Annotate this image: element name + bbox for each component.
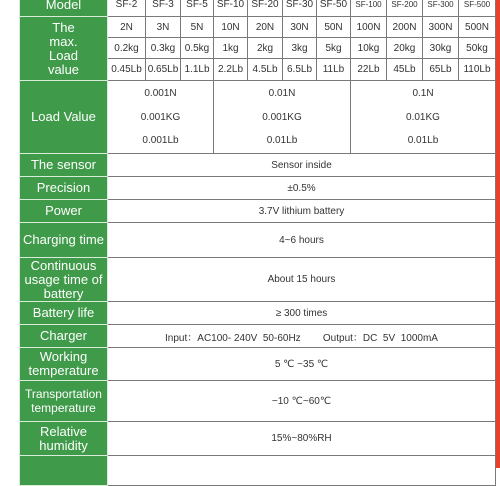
value-cell: 100N bbox=[351, 17, 387, 38]
model-cell: SF-200 bbox=[387, 0, 423, 17]
spec-row-sensor bbox=[20, 154, 496, 177]
row-label: Working temperature bbox=[20, 348, 108, 381]
row-value: Input：AC100- 240V 50-60Hz Output：DC 5V 1000mA bbox=[108, 325, 496, 348]
row-label: Charger bbox=[20, 325, 108, 348]
row-label: Precision bbox=[20, 177, 108, 200]
model-cell: SF-10 bbox=[214, 0, 248, 17]
value-cell: 4.5Lb bbox=[248, 59, 283, 81]
value-cell: 20kg bbox=[387, 38, 423, 59]
spec-row-power bbox=[20, 200, 496, 223]
resolution-cell: 0.1N bbox=[351, 81, 496, 106]
resolution-cell: 0.001N bbox=[108, 81, 214, 106]
resolution-cell: 0.01Lb bbox=[214, 129, 351, 154]
max-load-newton-row bbox=[20, 17, 496, 38]
spec-row-usage-time bbox=[20, 258, 496, 302]
value-cell: 0.45Lb bbox=[108, 59, 146, 81]
row-value: About 15 hours bbox=[108, 258, 496, 302]
row-label: Battery life bbox=[20, 302, 108, 325]
value-cell: 50N bbox=[317, 17, 351, 38]
row-label: Relative humidity bbox=[20, 422, 108, 456]
value-cell: 0.5kg bbox=[181, 38, 214, 59]
spec-row-precision bbox=[20, 177, 496, 200]
row-value: Sensor inside bbox=[108, 154, 496, 177]
row-value: 5 ℃ ~35 ℃ bbox=[108, 348, 496, 381]
row-value: 4~6 hours bbox=[108, 223, 496, 258]
value-cell: 10kg bbox=[351, 38, 387, 59]
value-cell: 2.2Lb bbox=[214, 59, 248, 81]
row-value: 3.7V lithium battery bbox=[108, 200, 496, 223]
spec-row-charging-time bbox=[20, 223, 496, 258]
value-cell: 65Lb bbox=[423, 59, 459, 81]
value-cell: 11Lb bbox=[317, 59, 351, 81]
row-value: 15%~80%RH bbox=[108, 422, 496, 456]
resolution-cell: 0.001Lb bbox=[108, 129, 214, 154]
row-label bbox=[20, 456, 108, 486]
row-value: ≥ 300 times bbox=[108, 302, 496, 325]
resolution-cell: 0.001KG bbox=[108, 106, 214, 129]
resolution-cell: 0.01N bbox=[214, 81, 351, 106]
model-cell: SF-500 bbox=[459, 0, 496, 17]
value-cell: 1.1Lb bbox=[181, 59, 214, 81]
value-cell: 6.5Lb bbox=[283, 59, 317, 81]
model-cell: SF-3 bbox=[146, 0, 181, 17]
value-cell: 300N bbox=[423, 17, 459, 38]
model-cell: SF-30 bbox=[283, 0, 317, 17]
value-cell: 0.3kg bbox=[146, 38, 181, 59]
row-label: Power bbox=[20, 200, 108, 223]
model-cell: SF-100 bbox=[351, 0, 387, 17]
value-cell: 10N bbox=[214, 17, 248, 38]
label-line: value bbox=[47, 61, 80, 77]
value-cell: 50kg bbox=[459, 38, 496, 59]
value-cell: 3kg bbox=[283, 38, 317, 59]
row-label: Model bbox=[20, 0, 108, 17]
spec-row-charger bbox=[20, 325, 496, 348]
value-cell: 20N bbox=[248, 17, 283, 38]
value-cell: 22Lb bbox=[351, 59, 387, 81]
model-cell: SF-2 bbox=[108, 0, 146, 17]
spec-row-transport-temperature bbox=[20, 381, 496, 422]
model-cell: SF-20 bbox=[248, 0, 283, 17]
spec-row-humidity bbox=[20, 422, 496, 456]
model-cell: SF-5 bbox=[181, 0, 214, 17]
model-cell: SF-50 bbox=[317, 0, 351, 17]
value-cell: 45Lb bbox=[387, 59, 423, 81]
resolution-cell: 0.01KG bbox=[351, 106, 496, 129]
value-cell: 0.65Lb bbox=[146, 59, 181, 81]
value-cell: 1kg bbox=[214, 38, 248, 59]
model-row bbox=[20, 0, 496, 17]
row-label: The sensor bbox=[20, 154, 108, 177]
row-value: −10 ℃~60℃ bbox=[108, 381, 496, 422]
spec-row-partial bbox=[20, 456, 496, 486]
value-cell: 110Lb bbox=[459, 59, 496, 81]
spec-row-working-temperature bbox=[20, 348, 496, 381]
value-cell: 5N bbox=[181, 17, 214, 38]
resolution-cell: 0.01Lb bbox=[351, 129, 496, 154]
load-value-row-1 bbox=[20, 81, 496, 106]
red-edge-strip bbox=[496, 0, 500, 468]
row-label: Continuous usage time of battery bbox=[20, 258, 108, 302]
value-cell: 2kg bbox=[248, 38, 283, 59]
load-value-label: Load Value bbox=[20, 81, 108, 154]
max-load-label bbox=[20, 17, 108, 81]
label-line: Load bbox=[49, 47, 78, 63]
value-cell: 3N bbox=[146, 17, 181, 38]
value-cell: 5kg bbox=[317, 38, 351, 59]
value-cell: 30N bbox=[283, 17, 317, 38]
row-value: ±0.5% bbox=[108, 177, 496, 200]
spec-table bbox=[19, 0, 496, 486]
value-cell: 30kg bbox=[423, 38, 459, 59]
value-cell: 500N bbox=[459, 17, 496, 38]
model-cell: SF-300 bbox=[423, 0, 459, 17]
label-line: The bbox=[52, 19, 75, 35]
spec-row-battery-life bbox=[20, 302, 496, 325]
row-label: Charging time bbox=[20, 223, 108, 258]
row-value bbox=[108, 456, 496, 486]
value-cell: 2N bbox=[108, 17, 146, 38]
value-cell: 200N bbox=[387, 17, 423, 38]
label-line: max. bbox=[49, 33, 78, 49]
row-label: Transportation temperature bbox=[20, 381, 108, 422]
value-cell: 0.2kg bbox=[108, 38, 146, 59]
resolution-cell: 0.001KG bbox=[214, 106, 351, 129]
